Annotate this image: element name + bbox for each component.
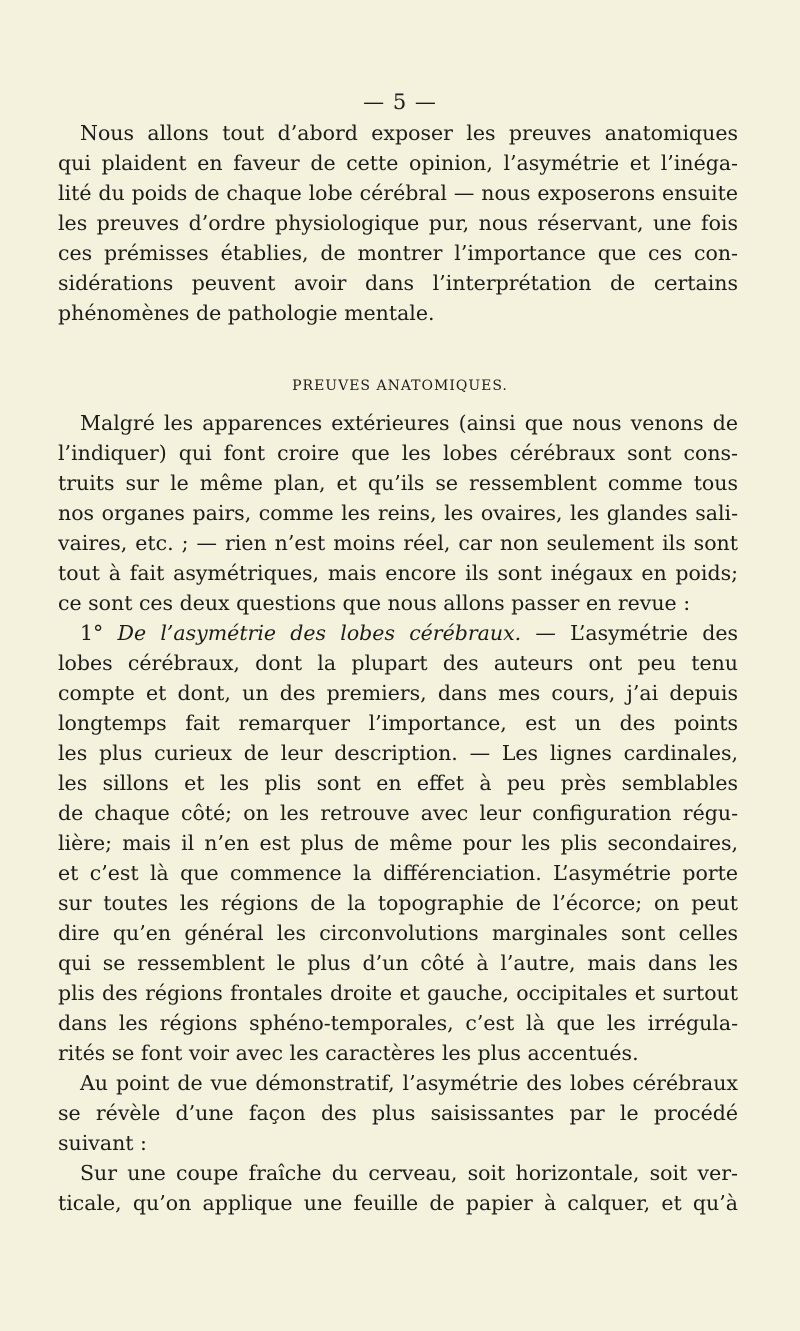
text-line: Au point de vue démonstratif, l’asymétrie des lobes cérébraux [80, 1071, 738, 1095]
paragraph-demonstration [58, 1068, 738, 1158]
text-line: et c’est là que commence la différenciation. L’asymétrie porte [58, 861, 738, 885]
paragraph-anatomical [58, 408, 738, 618]
text-line: rités se font voir avec les caractères les plus accentués. [58, 1041, 639, 1065]
text-line: dire qu’en général les circonvolutions marginales sont celles [58, 921, 738, 945]
text-line: phénomènes de pathologie mentale. [58, 301, 435, 325]
text-line: nos organes pairs, comme les reins, les ovaires, les glandes sali- [58, 501, 738, 525]
text-line: plis des régions frontales droite et gauche, occipitales et surtout [58, 981, 738, 1005]
text-fragment: — L’asymétrie des [521, 621, 738, 645]
text-line: suivant : [58, 1131, 147, 1155]
text-line: truits sur le même plan, et qu’ils se ressemblent comme tous [58, 471, 738, 495]
text-line: sur toutes les régions de la topographie de l’écorce; on peut [58, 891, 738, 915]
page-number: — 5 — [363, 90, 437, 114]
text-line: de chaque côté; on les retrouve avec leur configuration régu- [58, 801, 738, 825]
text-line: sidérations peuvent avoir dans l’interprétation de certains [58, 271, 738, 295]
subsection-title: De l’asymétrie des lobes cérébraux. [117, 621, 522, 645]
text-line: Nous allons tout d’abord exposer les preuves anatomiques [80, 121, 738, 145]
text-line [58, 618, 738, 648]
text-line: lobes cérébraux, dont la plupart des auteurs ont peu tenu [58, 651, 738, 675]
text-line: ces prémisses établies, de montrer l’importance que ces con- [58, 241, 738, 265]
text-line: vaires, etc. ; — rien n’est moins réel, car non seulement ils sont [58, 531, 738, 555]
text-line: longtemps fait remarquer l’importance, est un des points [58, 711, 738, 735]
text-line: Sur une coupe fraîche du cerveau, soit horizontale, soit ver- [80, 1161, 738, 1185]
text-line: se révèle d’une façon des plus saisissantes par le procédé [58, 1101, 738, 1125]
paragraph-intro [58, 118, 738, 328]
text-line: ticale, qu’on applique une feuille de papier à calquer, et qu’à [58, 1191, 738, 1215]
text-line: les plus curieux de leur description. — Les lignes cardinales, [58, 741, 738, 765]
text-line: lité du poids de chaque lobe cérébral — nous exposerons ensuite [58, 181, 738, 205]
text-line: les sillons et les plis sont en effet à peu près semblables [58, 771, 738, 795]
text-line: qui se ressemblent le plus d’un côté à l’autre, mais dans les [58, 951, 738, 975]
text-line: les preuves d’ordre physiologique pur, nous réservant, une fois [58, 211, 738, 235]
text-line: qui plaident en faveur de cette opinion, l’asymétrie et l’inéga- [58, 151, 738, 175]
text-line: dans les régions sphéno-temporales, c’est là que les irrégula- [58, 1011, 738, 1035]
section-number: 1° [80, 621, 104, 645]
text-line: Malgré les apparences extérieures (ainsi que nous venons de [80, 411, 738, 435]
text-line: ce sont ces deux questions que nous allons passer en revue : [58, 591, 691, 615]
paragraph-procedure [58, 1158, 738, 1218]
text-line: compte et dont, un des premiers, dans mes cours, j’ai depuis [58, 681, 738, 705]
text-line: lière; mais il n’en est plus de même pour les plis secondaires, [58, 831, 738, 855]
paragraph-asymmetry [58, 618, 738, 1068]
section-heading: PREUVES ANATOMIQUES. [292, 378, 508, 394]
text-line: tout à fait asymétriques, mais encore ils sont inégaux en poids; [58, 561, 738, 585]
text-line: l’indiquer) qui font croire que les lobes cérébraux sont cons- [58, 441, 738, 465]
